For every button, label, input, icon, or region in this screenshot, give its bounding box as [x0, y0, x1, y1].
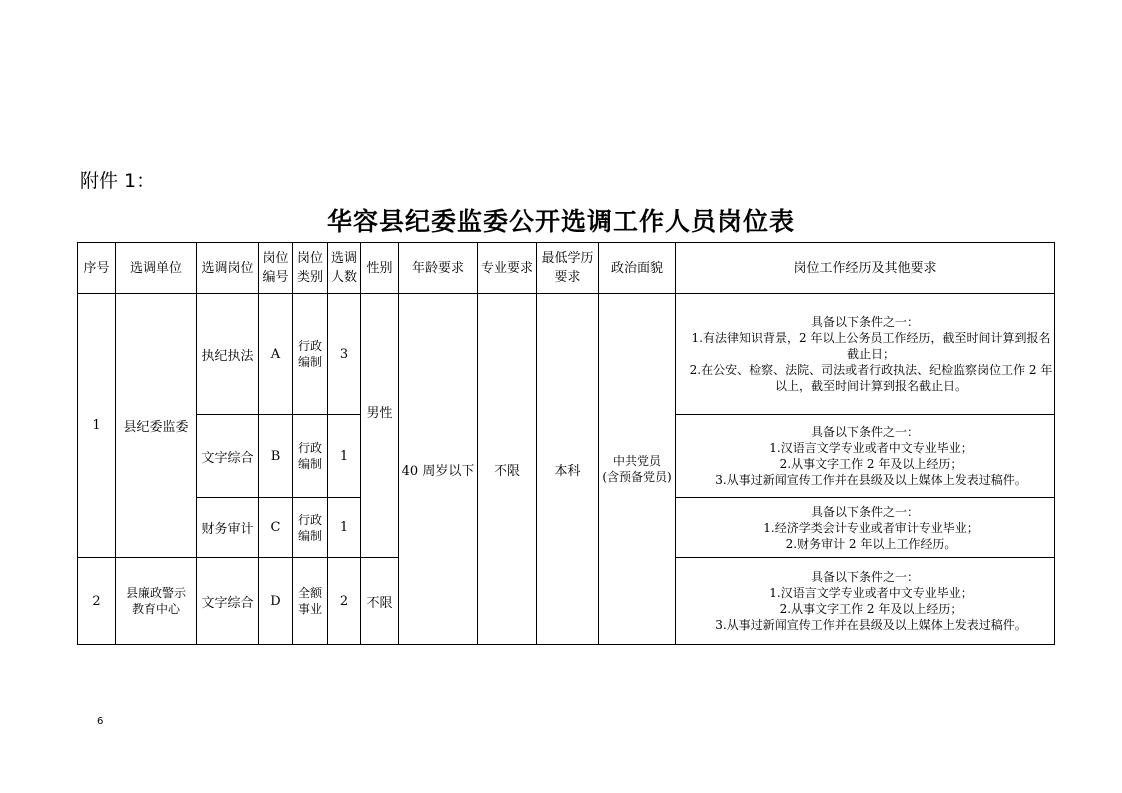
cell-requirements [676, 498, 1055, 558]
req-item: 2.在公安、检察、法院、司法或者行政执法、纪检监察岗位工作 2 年以上，截至时间计算到报名截止日。 [689, 363, 1053, 393]
req-head: 具备以下条件之一： [810, 425, 919, 439]
cell-age: 40 周岁以下 [399, 294, 478, 645]
cell-category: 行政 编制 [293, 498, 328, 558]
cell-education: 本科 [537, 294, 599, 645]
cell-count: 1 [328, 415, 361, 498]
req-item: 2.从事文字工作 2 年及以上经历； [779, 457, 963, 471]
cell-requirements [676, 415, 1055, 498]
attachment-label: 附件 1： [80, 170, 156, 192]
cell-unit: 县纪委监委 [116, 294, 197, 558]
cell-code: D [259, 558, 293, 645]
cell-requirements [676, 558, 1055, 645]
header-unit: 选调单位 [116, 243, 197, 294]
cell-count: 1 [328, 498, 361, 558]
header-gender: 性别 [361, 243, 399, 294]
req-item: 1.汉语言文学专业或者中文专业毕业； [769, 441, 973, 455]
req-item: 1.汉语言文学专业或者中文专业毕业； [769, 586, 973, 600]
cell-count: 2 [328, 558, 361, 645]
header-code: 岗位 编号 [259, 243, 293, 294]
page-title: 华容县纪委监委公开选调工作人员岗位表 [326, 207, 795, 236]
cell-category: 行政 编制 [293, 294, 328, 415]
req-head: 具备以下条件之一： [810, 504, 919, 519]
cell-requirements [676, 294, 1055, 415]
req-item: 3.从事过新闻宣传工作并在县级及以上媒体上发表过稿件。 [715, 618, 1027, 632]
header-education: 最低学历 要求 [537, 243, 599, 294]
req-item: 2.财务审计 2 年以上工作经历。 [785, 536, 957, 551]
header-requirements: 岗位工作经历及其他要求 [676, 243, 1055, 294]
cell-code: C [259, 498, 293, 558]
cell-seq: 2 [78, 558, 116, 645]
req-item: 3.从事过新闻宣传工作并在县级及以上媒体上发表过稿件。 [715, 473, 1027, 487]
cell-post: 执纪执法 [197, 294, 259, 415]
position-table [77, 242, 1055, 645]
cell-political: 中共党员 (含预备党员) [599, 294, 676, 645]
header-count: 选调 人数 [328, 243, 361, 294]
req-item: 1.经济学类会计专业或者审计专业毕业； [763, 520, 979, 535]
cell-major: 不限 [478, 294, 537, 645]
cell-code: A [259, 294, 293, 415]
cell-count: 3 [328, 294, 361, 415]
req-head: 具备以下条件之一： [810, 315, 919, 329]
req-head: 具备以下条件之一： [810, 570, 919, 584]
page-number: 6 [97, 716, 104, 727]
cell-code: B [259, 415, 293, 498]
header-category: 岗位 类别 [293, 243, 328, 294]
req-item: 1.有法律知识背景，2 年以上公务员工作经历，截至时间计算到报名截止日； [691, 331, 1051, 361]
cell-category: 全额 事业 [293, 558, 328, 645]
cell-category: 行政 编制 [293, 415, 328, 498]
header-post: 选调岗位 [197, 243, 259, 294]
table-row [78, 294, 1055, 415]
cell-post: 文字综合 [197, 415, 259, 498]
cell-gender: 不限 [361, 558, 399, 645]
table-header-row [78, 243, 1055, 294]
header-political: 政治面貌 [599, 243, 676, 294]
cell-post: 财务审计 [197, 498, 259, 558]
header-major: 专业要求 [478, 243, 537, 294]
header-age: 年龄要求 [399, 243, 478, 294]
req-item: 2.从事文字工作 2 年及以上经历； [779, 602, 963, 616]
header-seq: 序号 [78, 243, 116, 294]
cell-gender: 男性 [361, 294, 399, 558]
cell-post: 文字综合 [197, 558, 259, 645]
cell-seq: 1 [78, 294, 116, 558]
cell-unit: 县廉政警示 教育中心 [116, 558, 197, 645]
